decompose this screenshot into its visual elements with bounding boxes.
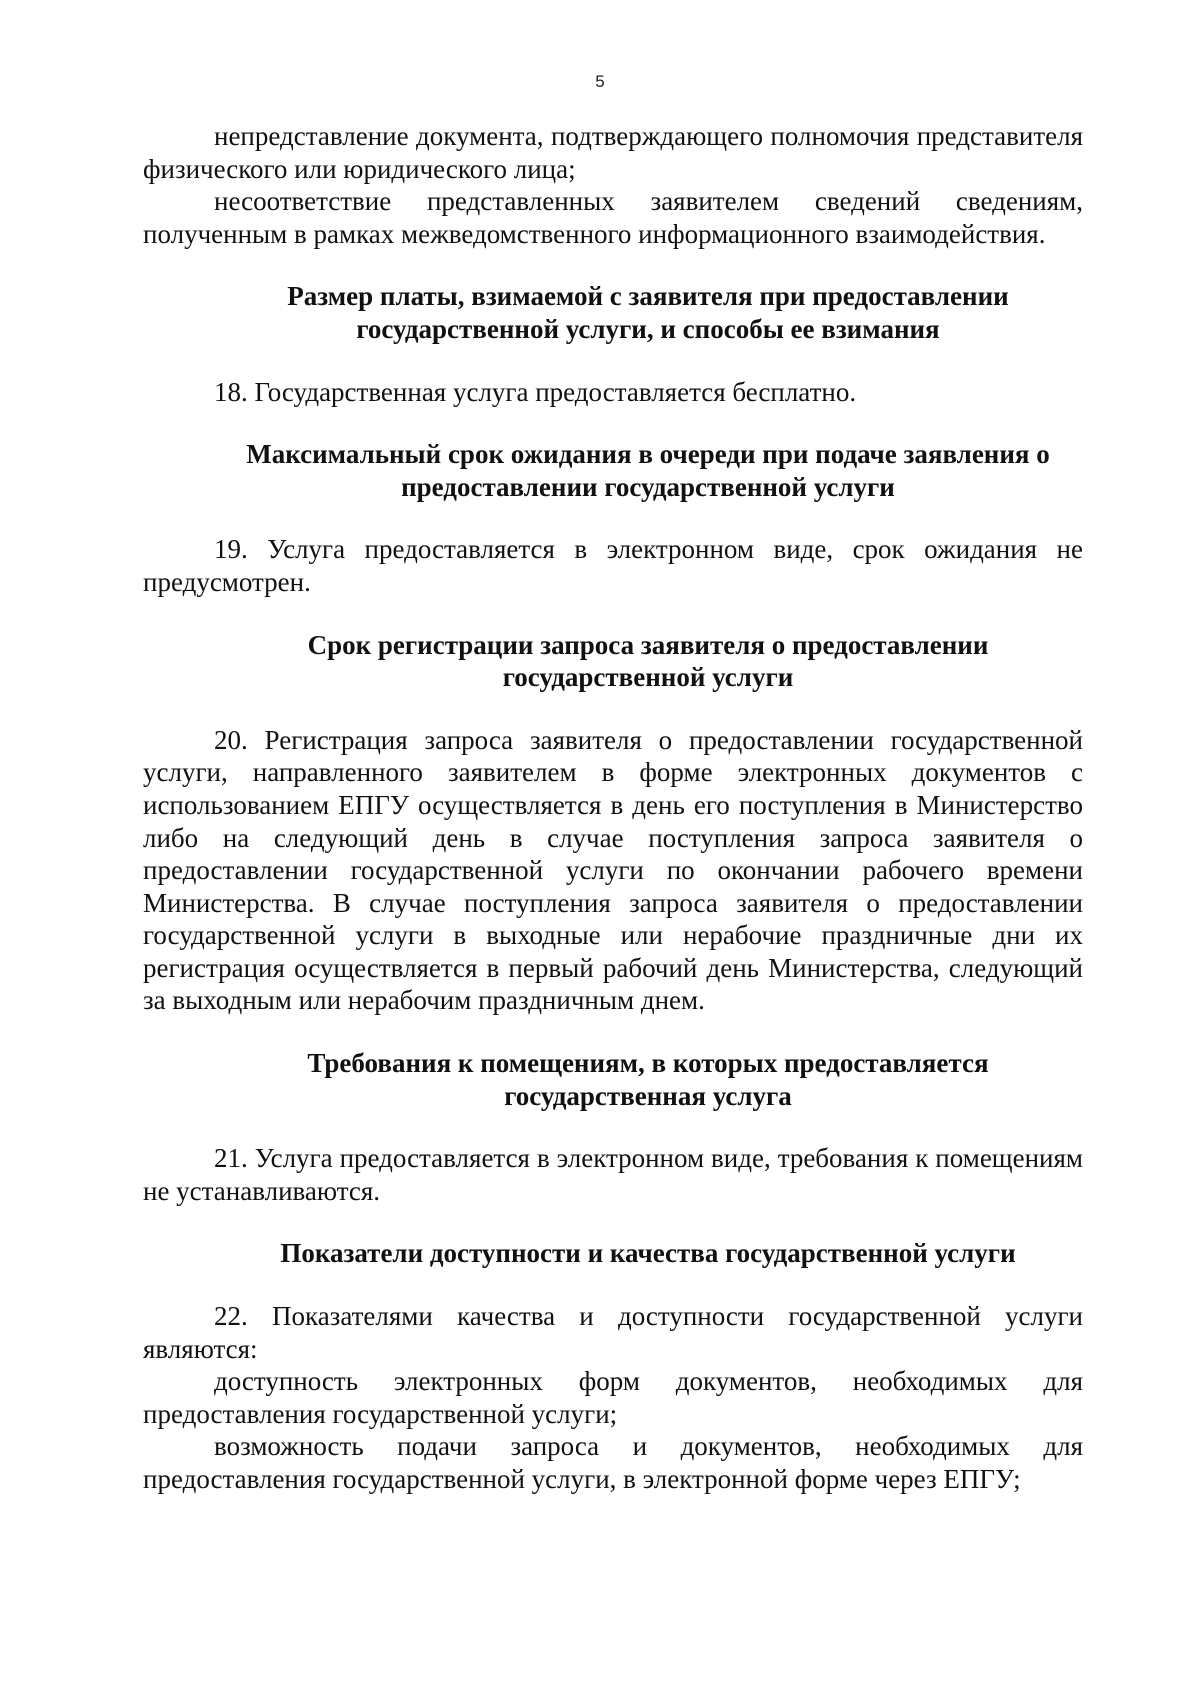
paragraph-19: 19. Услуга предоставляется в электронном виде, срок ожидания не предусмотрен.	[143, 534, 1083, 597]
heading-premises: Требования к помещениям, в которых предоставляется государственная услуга	[307, 1048, 989, 1111]
heading-fee: Размер платы, взимаемой с заявителя при предоставлении государственной услуги, и способы ее взимания	[287, 281, 1009, 344]
paragraph-forms-availability: доступность электронных форм документов, необходимых для предоставления государственной услуги;	[143, 1366, 1083, 1429]
paragraph-20: 20. Регистрация запроса заявителя о предоставлении государственной услуги, направленного заявителем в форме электронных документов с использованием ЕПГУ осуществляется в день его поступления в Министерство либо на следующий день в случае поступления запроса заявителя о предоставлении государственной услуги по окончании рабочего времени Министерства. В случае поступления запроса заявителя о предоставлении государственной услуги в выходные или нерабочие праздничные дни их регистрация осуществляется в первый рабочий день Министерства, следующий за выходным или нерабочим праздничным днем.	[143, 724, 1083, 1016]
heading-registration-term: Срок регистрации запроса заявителя о предоставлении государственной услуги	[307, 629, 989, 693]
document-body	[143, 120, 1083, 1496]
paragraph-18: 18. Государственная услуга предоставляется бесплатно.	[214, 376, 857, 407]
heading-indicators: Показатели доступности и качества государственной услуги	[280, 1238, 1016, 1269]
heading-queue-time: Максимальный срок ожидания в очереди при подаче заявления о предоставлении государственной услуги	[246, 439, 1050, 502]
paragraph-21: 21. Услуга предоставляется в электронном виде, требования к помещениям не устанавливаются.	[143, 1143, 1083, 1206]
paragraph-22: 22. Показателями качества и доступности государственной услуги являются:	[143, 1301, 1083, 1364]
paragraph-mismatch: несоответствие представленных заявителем сведений сведениям, полученным в рамках межведомственного информационного взаимодействия.	[143, 186, 1083, 249]
paragraph-non-submission: непредставление документа, подтверждающего полномочия представителя физического или юридического лица;	[143, 121, 1083, 184]
page-number: 5	[595, 72, 605, 91]
paragraph-electronic-submission: возможность подачи запроса и документов, необходимых для предоставления государственной услуги, в электронной форме через ЕПГУ;	[143, 1431, 1083, 1494]
